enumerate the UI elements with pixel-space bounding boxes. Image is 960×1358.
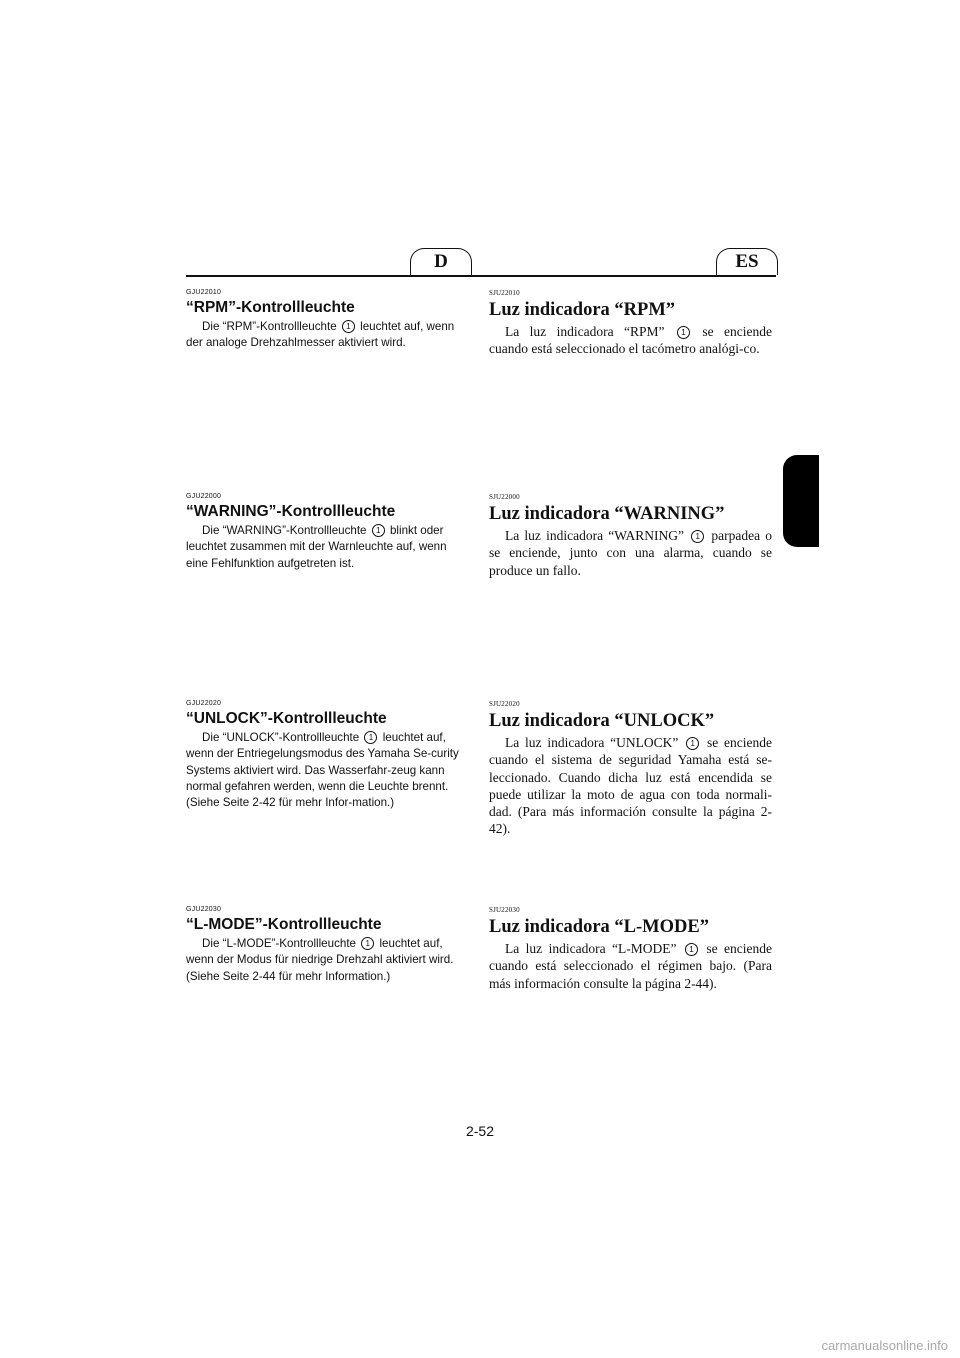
section-body: Die “UNLOCK”-Kontrollleuchte 1 leuchtet auf, wenn der Entriegelungsmodus des Yamaha Se-curity Systems aktiviert wird. Das Wasserfahr-zeug kann normal gefahren werden, wenn die Leuchte brennt. (Siehe Seite 2-42 für mehr Infor-mation.): [186, 731, 459, 810]
section-es-rpm: [489, 289, 772, 358]
callout-1-icon: 1: [361, 937, 374, 950]
page-number: 2-52: [465, 1123, 495, 1139]
callout-1-icon: 1: [677, 326, 690, 339]
callout-1-icon: 1: [364, 731, 377, 744]
callout-1-icon: 1: [685, 943, 698, 956]
callout-1-icon: 1: [686, 737, 699, 750]
section-body: La luz indicadora “RPM” 1 se enciende cuando está seleccionado el tacómetro analógi-co.: [489, 324, 773, 357]
section-body: Die “L-MODE”-Kontrollleuchte 1 leuchtet auf, wenn der Modus für niedrige Drehzahl aktiviert wird. (Siehe Seite 2-44 für mehr Information.): [186, 937, 454, 983]
section-code: GJU22010: [186, 289, 222, 296]
section-es-lmode: [489, 906, 772, 992]
section-title: “WARNING”-Kontrollleuchte: [186, 503, 396, 520]
language-tab-spanish: ES: [716, 248, 778, 275]
section-de-lmode: [186, 906, 470, 985]
header-rule: [186, 275, 776, 277]
section-de-unlock: [186, 700, 470, 811]
section-title: Luz indicadora “UNLOCK”: [489, 711, 715, 731]
callout-1-icon: 1: [691, 530, 704, 543]
section-title: “RPM”-Kontrollleuchte: [186, 299, 355, 316]
section-code: SJU22030: [489, 906, 520, 914]
section-code: GJU22000: [186, 493, 222, 500]
section-body: La luz indicadora “UNLOCK” 1 se enciende cuando el sistema de seguridad Yamaha está se-leccionado. Cuando dicha luz está encendida se puede utilizar la moto de agua con toda normali-dad. (Para más información consulte la página 2-42).: [489, 735, 773, 837]
language-tab-german: D: [410, 248, 472, 275]
section-body: Die “WARNING”-Kontrollleuchte 1 blinkt oder leuchtet zusammen mit der Warnleuchte auf, wenn eine Fehlfunktion aufgetreten ist.: [186, 524, 447, 570]
section-title: “L-MODE”-Kontrollleuchte: [186, 916, 382, 933]
section-body: Die “RPM”-Kontrollleuchte 1 leuchtet auf, wenn der analoge Drehzahlmesser aktiviert wird.: [186, 320, 455, 350]
section-es-unlock: [489, 700, 772, 838]
section-code: GJU22030: [186, 906, 222, 913]
callout-1-icon: 1: [342, 320, 355, 333]
section-es-warning: [489, 493, 772, 579]
section-title: “UNLOCK”-Kontrollleuchte: [186, 710, 387, 727]
callout-1-icon: 1: [372, 524, 385, 537]
section-title: Luz indicadora “WARNING”: [489, 504, 725, 524]
section-code: SJU22000: [489, 493, 520, 501]
language-header: [410, 248, 776, 276]
section-code: GJU22020: [186, 700, 222, 707]
section-body: La luz indicadora “WARNING” 1 parpadea o se enciende, junto con una alarma, cuando se produce un fallo.: [489, 528, 773, 578]
section-code: SJU22020: [489, 700, 520, 708]
section-code: SJU22010: [489, 289, 520, 297]
watermark: carmanualsonline.info: [821, 1338, 948, 1353]
section-title: Luz indicadora “L-MODE”: [489, 917, 709, 937]
section-body: La luz indicadora “L-MODE” 1 se enciende cuando está seleccionado el régimen bajo. (Para más información consulte la página 2-44).: [489, 941, 773, 991]
section-title: Luz indicadora “RPM”: [489, 300, 676, 320]
section-de-rpm: [186, 289, 470, 352]
section-de-warning: [186, 493, 470, 572]
chapter-thumb-tab: [783, 455, 819, 547]
